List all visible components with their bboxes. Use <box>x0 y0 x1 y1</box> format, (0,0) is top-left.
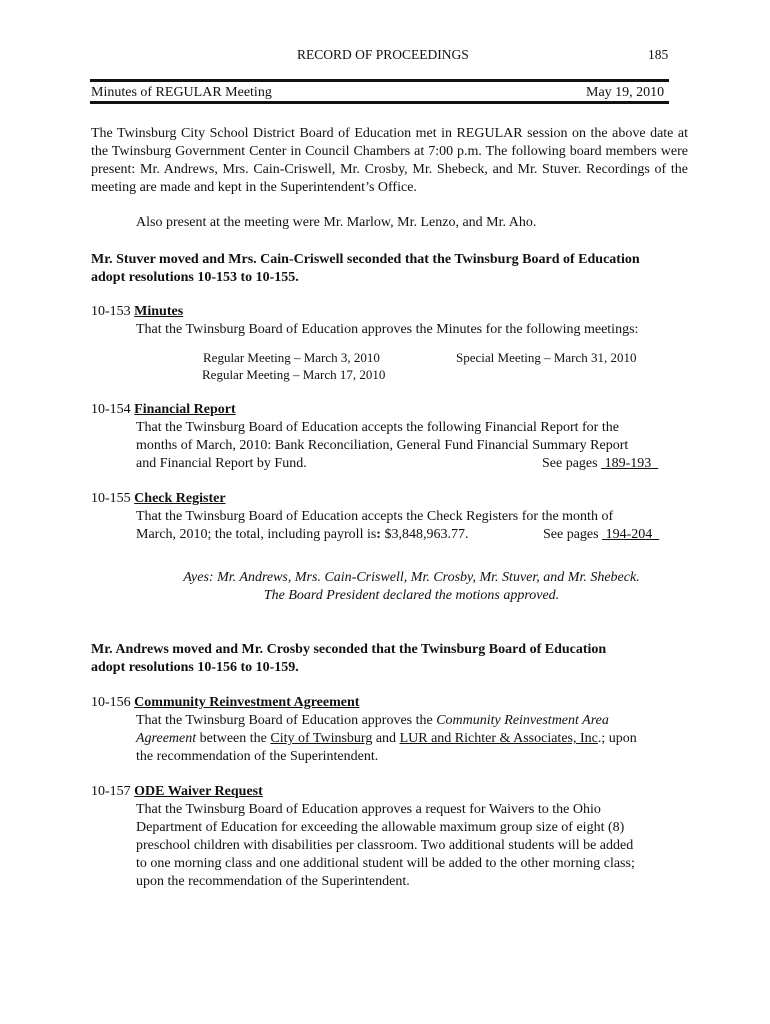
resolution-10-154-line-1: That the Twinsburg Board of Education accepts the following Financial Report for the <box>136 420 619 435</box>
header-rule-bottom <box>90 101 669 104</box>
resolution-title: Community Reinvestment Agreement <box>134 695 360 710</box>
resolution-10-155-heading <box>91 490 226 508</box>
meeting-date: May 19, 2010 <box>586 85 665 100</box>
also-present: Also present at the meeting were Mr. Marlow, Mr. Lenzo, and Mr. Aho. <box>136 215 537 230</box>
see-pages-value: 194-204 <box>605 527 653 542</box>
resolution-number: 10-155 <box>91 491 131 506</box>
resolution-10-157-heading <box>91 783 263 801</box>
resolution-number: 10-154 <box>91 402 131 417</box>
resolution-title: ODE Waiver Request <box>134 784 263 799</box>
resolution-10-157-line-4: to one morning class and one additional student will be added to the other morning class; <box>136 856 635 871</box>
meeting-item-2: Regular Meeting – March 17, 2010 <box>202 367 386 382</box>
page-number: 185 <box>648 47 669 62</box>
resolution-10-157-line-3: preschool children with disabilities per classroom. Two additional students will be added <box>136 838 634 853</box>
see-pages-label: See pages <box>542 456 598 471</box>
meeting-item-1: Regular Meeting – March 3, 2010 <box>203 350 380 365</box>
vote-ayes: Ayes: Mr. Andrews, Mrs. Cain-Criswell, Mr. Crosby, Mr. Stuver, and Mr. Shebeck. <box>183 570 640 585</box>
resolution-title: Financial Report <box>134 402 236 417</box>
resolution-10-156-heading <box>91 694 359 712</box>
resolution-10-156-line-3: the recommendation of the Superintendent. <box>136 749 379 764</box>
resolution-number: 10-156 <box>91 695 131 710</box>
resolution-10-156-line-2: Agreement between the City of Twinsburg and LUR and Richter & Associates, Inc.; upon <box>136 731 637 746</box>
document-title: RECORD OF PROCEEDINGS <box>297 47 469 62</box>
header-rule-top <box>90 79 669 82</box>
resolution-10-156-line-1: That the Twinsburg Board of Education approves the Community Reinvestment Area <box>136 713 609 728</box>
resolution-10-153-text: That the Twinsburg Board of Education approves the Minutes for the following meetings: <box>136 322 639 337</box>
resolution-title: Check Register <box>134 491 226 506</box>
resolution-number: 10-153 <box>91 304 131 319</box>
motion-2-line-2: adopt resolutions 10-156 to 10-159. <box>91 660 299 675</box>
resolution-10-154-heading <box>91 401 236 419</box>
motion-1-line-1: Mr. Stuver moved and Mrs. Cain-Criswell seconded that the Twinsburg Board of Education <box>91 252 640 267</box>
resolution-10-157-line-2: Department of Education for exceeding the allowable maximum group size of eight (8) <box>136 820 625 835</box>
vote-declared: The Board President declared the motions approved. <box>263 588 560 603</box>
motion-1-line-2: adopt resolutions 10-153 to 10-155. <box>91 270 299 285</box>
see-pages-155 <box>543 526 659 544</box>
motion-2-line-1: Mr. Andrews moved and Mr. Crosby seconded that the Twinsburg Board of Education <box>91 642 607 657</box>
resolution-number: 10-157 <box>91 784 131 799</box>
intro-paragraph: The Twinsburg City School District Board of Education met in REGULAR session on the above date at the Twinsburg Government Center in Council Chambers at 7:00 p.m. The following board members were present: Mr. Andrews, Mrs. Cain-Criswell, Mr. Crosby, Mr. Shebeck, and Mr. Stuver. Recordings of the meeting are made and kept in the Superintendent’s Office. <box>91 126 688 195</box>
meeting-type: Minutes of REGULAR Meeting <box>91 85 272 100</box>
see-pages-label: See pages <box>543 527 599 542</box>
resolution-10-154-line-2: months of March, 2010: Bank Reconciliation, General Fund Financial Summary Report <box>136 438 629 453</box>
resolution-10-155-line-1: That the Twinsburg Board of Education accepts the Check Registers for the month of <box>136 509 614 524</box>
resolution-10-154-line-3: and Financial Report by Fund. <box>136 456 307 471</box>
see-pages-value: 189-193 <box>604 456 652 471</box>
resolution-10-155-line-2: March, 2010; the total, including payroll is: $3,848,963.77. <box>136 527 469 542</box>
resolution-title: Minutes <box>134 304 184 319</box>
see-pages-154 <box>542 455 658 473</box>
resolution-10-153-heading <box>91 303 183 321</box>
resolution-10-157-line-5: upon the recommendation of the Superintendent. <box>136 874 410 889</box>
resolution-10-157-line-1: That the Twinsburg Board of Education approves a request for Waivers to the Ohio <box>136 802 601 817</box>
meeting-item-3: Special Meeting – March 31, 2010 <box>456 350 637 365</box>
